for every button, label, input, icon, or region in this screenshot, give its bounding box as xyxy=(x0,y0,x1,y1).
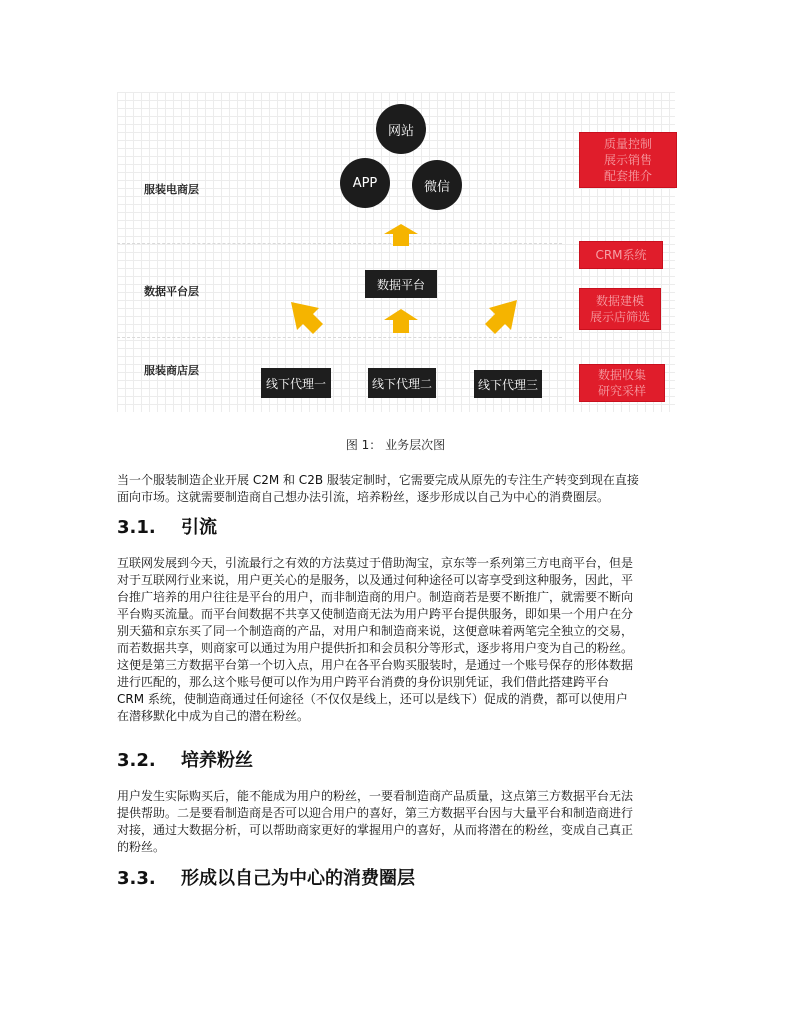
section-title: 引流 xyxy=(181,517,217,538)
paragraph-line: 别天猫和京东买了同一个制造商的产品，对用户和制造商来说，这便意味着两笔完全独立的交易， xyxy=(117,624,634,638)
agent-box-1: 线下代理一 xyxy=(261,368,331,398)
layer-label-store: 服装商店层 xyxy=(144,364,199,377)
paragraph-line: 用户发生实际购买后，能不能成为用户的粉丝，一要看制造商产品质量，这点第三方数据平台无法 xyxy=(117,789,634,803)
up-arrow-icon xyxy=(384,224,418,246)
data-platform-box: 数据平台 xyxy=(365,270,437,298)
layer-divider xyxy=(117,337,562,338)
paragraph-line: 对接，通过大数据分析，可以帮助商家更好的掌握用户的喜好，从而将潜在的粉丝，变成自己真正 xyxy=(117,823,634,837)
section-number: 3.3. xyxy=(117,868,156,889)
paragraph-line: 当一个服装制造企业开展 C2M 和 C2B 服装定制时，它需要完成从原先的专注生产转变到现在直接 xyxy=(117,473,639,487)
paragraph-line: 进行匹配的，那么这个账号便可以作为用户跨平台消费的身份识别凭证，我们借此搭建跨平台 xyxy=(117,675,610,689)
red-box-line: 质量控制 xyxy=(603,137,652,151)
layer-label-ecommerce: 服装电商层 xyxy=(144,183,199,196)
red-box-line: 数据收集 xyxy=(597,368,646,382)
layer-label-platform: 数据平台层 xyxy=(144,285,199,298)
section-heading xyxy=(117,746,253,772)
section2-paragraph xyxy=(117,788,677,856)
red-box-line: 数据建模 xyxy=(595,294,644,308)
paragraph-line: 台推广培养的用户往往是平台的用户，而非制造商的用户。制造商若是要不断推广，就需要不断向 xyxy=(117,590,634,604)
section-number: 3.2. xyxy=(117,750,156,771)
section-heading xyxy=(117,513,217,539)
wechat-node: 微信 xyxy=(412,160,462,210)
section-title: 形成以自己为中心的消费圈层 xyxy=(181,868,415,889)
paragraph-line: 的粉丝。 xyxy=(117,840,166,854)
red-box-line: 研究采样 xyxy=(597,384,646,398)
figure-caption: 图 1： 业务层次图 xyxy=(345,438,446,452)
paragraph-line: 面向市场。这就需要制造商自己想办法引流，培养粉丝，逐步形成以自己为中心的消费圈层。 xyxy=(117,490,610,504)
diagonal-arrow-icon xyxy=(289,300,325,336)
red-box-line: CRM系统 xyxy=(595,248,647,262)
paragraph-line: 在潜移默化中成为自己的潜在粉丝。 xyxy=(117,709,310,723)
crm-system-box xyxy=(579,241,663,269)
paragraph-line: 平台购买流量。而平台间数据不共享又使制造商无法为用户跨平台提供服务，即如果一个用户在分 xyxy=(117,607,634,621)
paragraph-line: 对于互联网行业来说，用户更关心的是服务，以及通过何种途径可以寄享受到这种服务，因此，平 xyxy=(117,573,634,587)
paragraph-line: 互联网发展到今天，引流最行之有效的方法莫过于借助淘宝，京东等一系列第三方电商平台，但是 xyxy=(117,556,634,570)
section-heading xyxy=(117,864,415,890)
red-box-line: 配套推介 xyxy=(603,169,652,183)
paragraph-line: 而若数据共享，则商家可以通过为用户提供折扣和会员积分等形式，逐步将用户变为自己的粉丝。 xyxy=(117,641,634,655)
agent-box-3: 线下代理三 xyxy=(474,370,542,398)
section-title: 培养粉丝 xyxy=(181,750,253,771)
website-node: 网站 xyxy=(376,104,426,154)
paragraph-line: CRM 系统，使制造商通过任何途径（不仅仅是线上，还可以是线下）促成的消费，都可以使用户 xyxy=(117,692,628,706)
layer-divider xyxy=(117,243,562,244)
diagonal-arrow-icon xyxy=(483,298,519,336)
business-layer-diagram xyxy=(117,92,675,412)
red-box-line: 展示销售 xyxy=(603,153,652,167)
data-modeling-box xyxy=(579,288,661,330)
agent-box-2: 线下代理二 xyxy=(368,368,436,398)
red-box-line: 展示店筛选 xyxy=(589,310,650,324)
up-arrow-icon xyxy=(384,309,418,333)
paragraph-line: 这便是第三方数据平台第一个切入点，用户在各平台购买服装时，是通过一个账号保存的形体数据 xyxy=(117,658,634,672)
section1-paragraph xyxy=(117,555,677,725)
data-collection-box xyxy=(579,364,665,402)
app-node: APP xyxy=(340,158,390,208)
intro-paragraph xyxy=(117,472,677,506)
section-number: 3.1. xyxy=(117,517,156,538)
quality-control-box xyxy=(579,132,677,188)
paragraph-line: 提供帮助。二是要看制造商是否可以迎合用户的喜好，第三方数据平台因与大量平台和制造商进行 xyxy=(117,806,634,820)
